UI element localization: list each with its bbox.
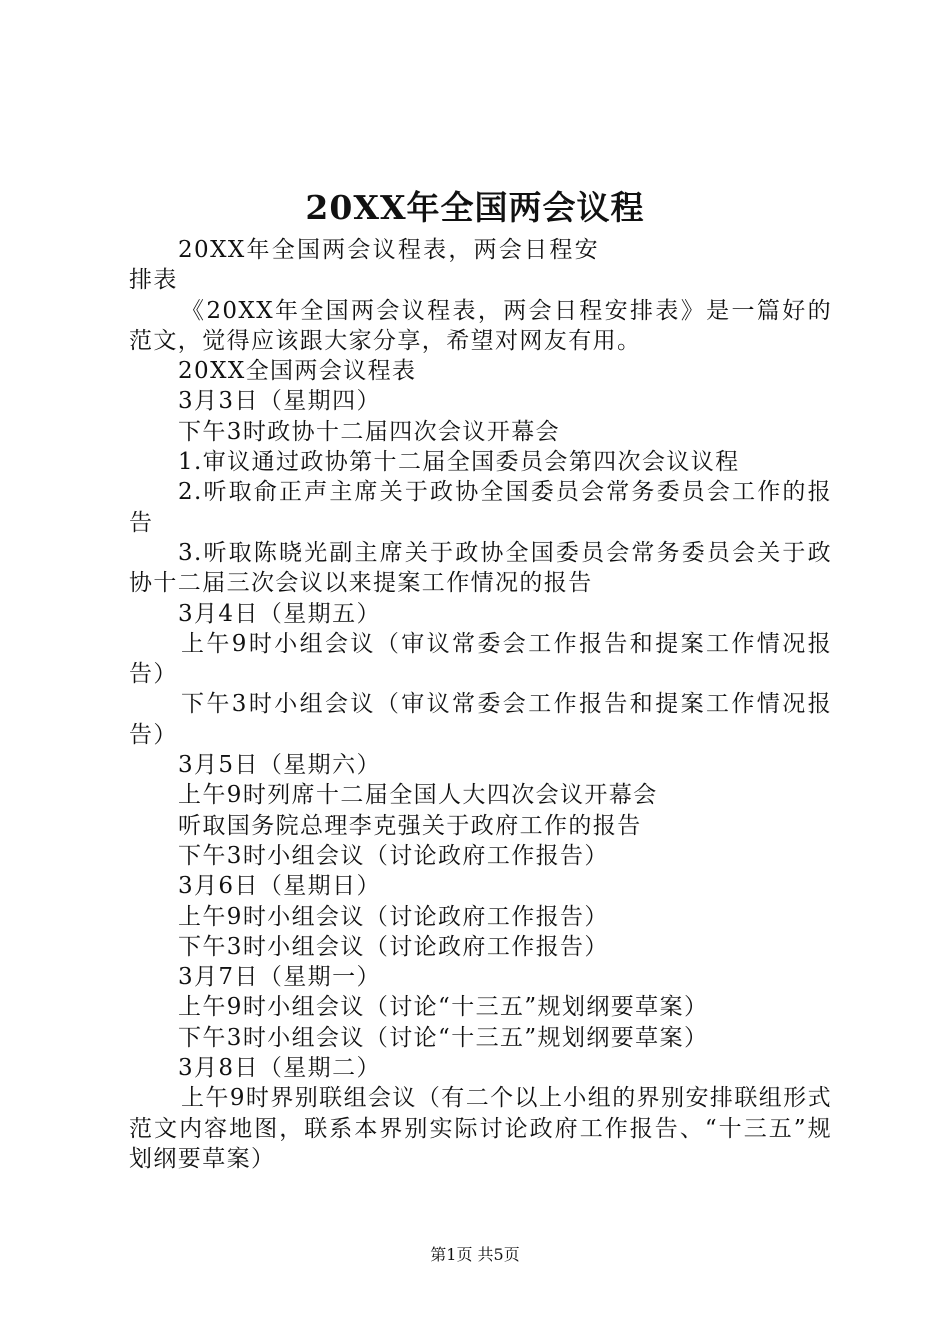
paragraph: 上午9时小组会议（审议常委会工作报告和提案工作情况报告） xyxy=(129,630,832,688)
paragraph: 《20XX年全国两会议程表，两会日程安排表》是一篇好的范文，觉得应该跟大家分享，希望对网友有用。 xyxy=(129,297,832,354)
date-heading: 3月3日（星期四） xyxy=(178,388,381,415)
list-item: 2.听取俞正声主席关于政协全国委员会常务委员会工作的报告 xyxy=(129,479,832,536)
paragraph: 20XX全国两会议程表 xyxy=(178,358,417,385)
paragraph: 听取国务院总理李克强关于政府工作的报告 xyxy=(178,812,642,839)
date-heading: 3月7日（星期一） xyxy=(178,964,381,991)
list-item: 3.听取陈晓光副主席关于政协全国委员会常务委员会关于政协十二届三次会议以来提案工作情况的报告 xyxy=(129,539,832,597)
date-heading: 3月6日（星期日） xyxy=(178,873,381,900)
document-title: 20XX年全国两会议程 xyxy=(305,188,645,227)
paragraph: 下午3时小组会议（讨论“十三五”规划纲要草案） xyxy=(178,1024,709,1051)
paragraph: 下午3时小组会议（审议常委会工作报告和提案工作情况报告） xyxy=(129,691,832,748)
paragraph: 上午9时列席十二届全国人大四次会议开幕会 xyxy=(178,782,658,809)
paragraph: 20XX年全国两会议程表，两会日程安排表 xyxy=(129,237,599,294)
date-heading: 3月5日（星期六） xyxy=(178,752,381,779)
date-heading: 3月8日（星期二） xyxy=(178,1055,381,1082)
paragraph: 下午3时政协十二届四次会议开幕会 xyxy=(178,418,561,445)
paragraph: 下午3时小组会议（讨论政府工作报告） xyxy=(178,933,609,960)
paragraph: 上午9时小组会议（讨论“十三五”规划纲要草案） xyxy=(178,994,709,1021)
paragraph: 上午9时小组会议（讨论政府工作报告） xyxy=(178,903,609,930)
page-number: 第1页 共5页 xyxy=(430,1245,520,1264)
document-body xyxy=(129,235,832,1174)
list-item: 1.审议通过政协第十二届全国委员会第四次会议议程 xyxy=(178,449,740,476)
date-heading: 3月4日（星期五） xyxy=(178,600,381,627)
paragraph: 下午3时小组会议（讨论政府工作报告） xyxy=(178,842,609,869)
paragraph: 上午9时界别联组会议（有二个以上小组的界别安排联组形式范文内容地图，联系本界别实际讨论政府工作报告、“十三五”规划纲要草案） xyxy=(129,1085,832,1172)
